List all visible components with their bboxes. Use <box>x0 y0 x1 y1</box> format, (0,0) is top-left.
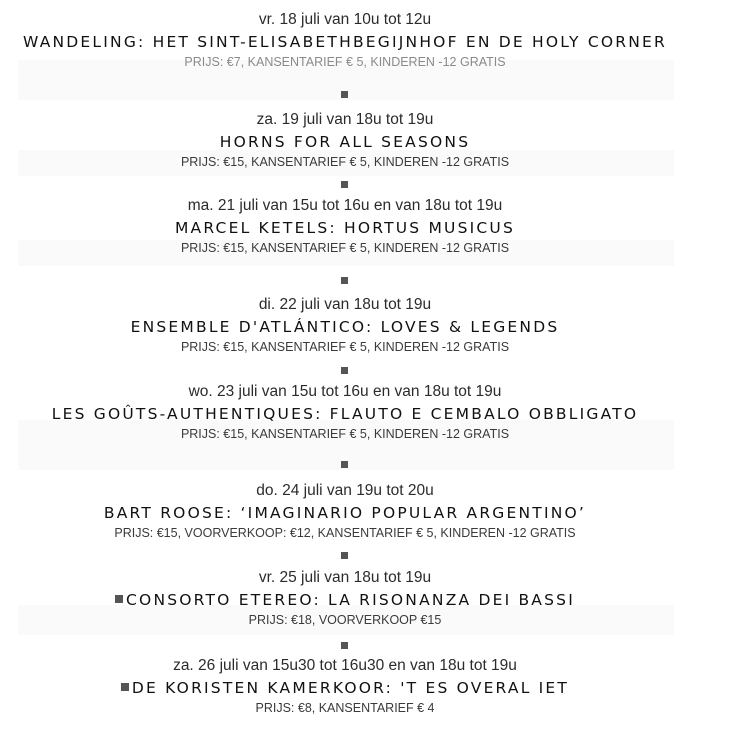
event-title: DE KORISTEN KAMERKOOR: 'T ES OVERAL IET <box>131 679 570 697</box>
event-title: WANDELING: HET SINT-ELISABETHBEGIJNHOF EN DE HOLY CORNER <box>23 33 667 51</box>
event-item <box>0 11 690 70</box>
square-bullet-icon <box>115 595 123 603</box>
separator-square-icon <box>341 642 348 649</box>
event-date: za. 26 juli van 15u30 tot 16u30 en van 18u tot 19u <box>173 657 517 674</box>
event-price: PRIJS: €8, KANSENTARIEF € 4 <box>255 701 435 715</box>
event-date: vr. 25 juli van 18u tot 19u <box>258 569 432 586</box>
separator-square-icon <box>341 552 348 559</box>
event-title: LES GOÛTS-AUTHENTIQUES: FLAUTO E CEMBALO OBBLIGATO <box>51 405 639 423</box>
event-title: ENSEMBLE D'ATLÁNTICO: LOVES & LEGENDS <box>130 318 560 336</box>
event-title: BART ROOSE: ‘IMAGINARIO POPULAR ARGENTINO’ <box>103 504 587 522</box>
separator-square-icon <box>341 91 348 98</box>
event-price: PRIJS: €7, KANSENTARIEF € 5, KINDEREN -12 GRATIS <box>184 55 506 69</box>
event-price: PRIJS: €15, KANSENTARIEF € 5, KINDEREN -12 GRATIS <box>180 241 510 255</box>
event-item <box>0 197 690 256</box>
separator-square-icon <box>341 277 348 284</box>
event-item <box>0 383 690 442</box>
event-date: vr. 18 juli van 10u tot 12u <box>258 11 432 28</box>
event-title-row <box>0 678 690 698</box>
event-date: za. 19 juli van 18u tot 19u <box>256 111 434 128</box>
event-item <box>0 296 690 355</box>
event-price: PRIJS: €15, VOORVERKOOP: €12, KANSENTARIEF € 5, KINDEREN -12 GRATIS <box>114 526 576 540</box>
event-title: HORNS FOR ALL SEASONS <box>219 133 471 151</box>
event-item <box>0 111 690 170</box>
square-bullet-icon <box>121 683 129 691</box>
event-title: CONSORTO ETEREO: LA RISONANZA DEI BASSI <box>126 591 575 609</box>
event-price: PRIJS: €18, VOORVERKOOP €15 <box>248 613 442 627</box>
event-item <box>0 569 690 628</box>
event-date: di. 22 juli van 18u tot 19u <box>258 296 432 313</box>
separator-square-icon <box>341 181 348 188</box>
event-item <box>0 657 690 716</box>
event-date: ma. 21 juli van 15u tot 16u en van 18u tot 19u <box>187 197 503 214</box>
event-item <box>0 482 690 541</box>
event-date: do. 24 juli van 19u tot 20u <box>256 482 434 499</box>
event-price: PRIJS: €15, KANSENTARIEF € 5, KINDEREN -12 GRATIS <box>180 155 510 169</box>
event-price: PRIJS: €15, KANSENTARIEF € 5, KINDEREN -12 GRATIS <box>180 340 510 354</box>
event-price: PRIJS: €15, KANSENTARIEF € 5, KINDEREN -12 GRATIS <box>180 427 510 441</box>
event-title: MARCEL KETELS: HORTUS MUSICUS <box>174 219 515 237</box>
separator-square-icon <box>341 367 348 374</box>
event-date: wo. 23 juli van 15u tot 16u en van 18u tot 19u <box>188 383 502 400</box>
event-title-row <box>0 590 690 610</box>
separator-square-icon <box>341 461 348 468</box>
